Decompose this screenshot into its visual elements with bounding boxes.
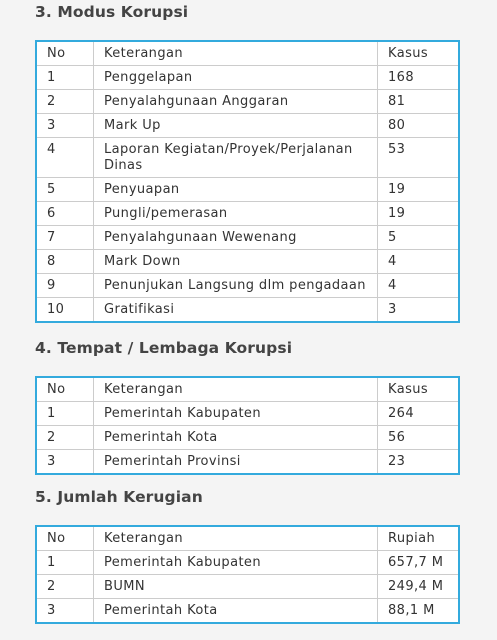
table-row bbox=[37, 426, 458, 450]
cell-kasus: 23 bbox=[378, 450, 459, 474]
cell-keterangan: Pungli/pemerasan bbox=[94, 202, 378, 226]
cell-keterangan: Mark Up bbox=[94, 114, 378, 138]
cell-no: 4 bbox=[37, 138, 94, 178]
cell-kasus: 81 bbox=[378, 90, 459, 114]
header-cell-keterangan: Keterangan bbox=[94, 527, 378, 551]
header-cell-keterangan: Keterangan bbox=[94, 378, 378, 402]
table-row bbox=[37, 250, 458, 274]
cell-keterangan: Penggelapan bbox=[94, 66, 378, 90]
table-header-row bbox=[37, 42, 458, 66]
header-cell-kasus: Kasus bbox=[378, 42, 459, 66]
table-row bbox=[37, 178, 458, 202]
cell-kasus: 168 bbox=[378, 66, 459, 90]
table-row bbox=[37, 90, 458, 114]
cell-keterangan: Penyuapan bbox=[94, 178, 378, 202]
cell-keterangan: Penyalahgunaan Anggaran bbox=[94, 90, 378, 114]
cell-rupiah: 657,7 M bbox=[378, 551, 459, 575]
cell-keterangan: Penunjukan Langsung dlm pengadaan bbox=[94, 274, 378, 298]
table-jumlah-kerugian bbox=[35, 525, 460, 624]
cell-kasus: 19 bbox=[378, 202, 459, 226]
header-cell-no: No bbox=[37, 378, 94, 402]
cell-kasus: 264 bbox=[378, 402, 459, 426]
cell-keterangan: Mark Down bbox=[94, 250, 378, 274]
cell-kasus: 4 bbox=[378, 250, 459, 274]
cell-rupiah: 249,4 M bbox=[378, 575, 459, 599]
table-row bbox=[37, 114, 458, 138]
cell-kasus: 56 bbox=[378, 426, 459, 450]
cell-kasus: 3 bbox=[378, 298, 459, 322]
cell-no: 6 bbox=[37, 202, 94, 226]
table-row bbox=[37, 551, 458, 575]
cell-no: 3 bbox=[37, 114, 94, 138]
cell-no: 3 bbox=[37, 450, 94, 474]
table-row bbox=[37, 402, 458, 426]
cell-kasus: 5 bbox=[378, 226, 459, 250]
cell-keterangan: Pemerintah Provinsi bbox=[94, 450, 378, 474]
cell-no: 1 bbox=[37, 551, 94, 575]
header-cell-no: No bbox=[37, 42, 94, 66]
section-title-tempat-lembaga: 4. Tempat / Lembaga Korupsi bbox=[35, 339, 293, 357]
table-row bbox=[37, 450, 458, 474]
header-cell-kasus: Kasus bbox=[378, 378, 459, 402]
section-title-jumlah-kerugian: 5. Jumlah Kerugian bbox=[35, 488, 203, 506]
table-tempat-lembaga bbox=[35, 376, 460, 475]
header-cell-keterangan: Keterangan bbox=[94, 42, 378, 66]
cell-no: 10 bbox=[37, 298, 94, 322]
cell-no: 2 bbox=[37, 575, 94, 599]
cell-no: 1 bbox=[37, 66, 94, 90]
table-header-row bbox=[37, 378, 458, 402]
table-row bbox=[37, 66, 458, 90]
table-header-row bbox=[37, 527, 458, 551]
cell-keterangan: BUMN bbox=[94, 575, 378, 599]
table-row bbox=[37, 226, 458, 250]
table-modus-korupsi bbox=[35, 40, 460, 323]
cell-keterangan: Pemerintah Kabupaten bbox=[94, 402, 378, 426]
table-row bbox=[37, 575, 458, 599]
cell-no: 2 bbox=[37, 90, 94, 114]
cell-no: 1 bbox=[37, 402, 94, 426]
cell-keterangan: Gratifikasi bbox=[94, 298, 378, 322]
cell-keterangan: Pemerintah Kota bbox=[94, 426, 378, 450]
cell-kasus: 19 bbox=[378, 178, 459, 202]
table-row bbox=[37, 599, 458, 623]
cell-no: 2 bbox=[37, 426, 94, 450]
table-row bbox=[37, 274, 458, 298]
cell-keterangan: Pemerintah Kota bbox=[94, 599, 378, 623]
table-row bbox=[37, 202, 458, 226]
cell-no: 8 bbox=[37, 250, 94, 274]
cell-no: 5 bbox=[37, 178, 94, 202]
section-title-modus-korupsi: 3. Modus Korupsi bbox=[35, 3, 189, 21]
cell-no: 3 bbox=[37, 599, 94, 623]
cell-no: 9 bbox=[37, 274, 94, 298]
header-cell-no: No bbox=[37, 527, 94, 551]
cell-keterangan: Laporan Kegiatan/Proyek/Perjalanan Dinas bbox=[94, 138, 378, 178]
cell-keterangan: Penyalahgunaan Wewenang bbox=[94, 226, 378, 250]
cell-rupiah: 88,1 M bbox=[378, 599, 459, 623]
cell-keterangan: Pemerintah Kabupaten bbox=[94, 551, 378, 575]
table-row bbox=[37, 298, 458, 322]
cell-kasus: 53 bbox=[378, 138, 459, 178]
table-row bbox=[37, 138, 458, 178]
header-cell-rupiah: Rupiah bbox=[378, 527, 459, 551]
cell-kasus: 4 bbox=[378, 274, 459, 298]
cell-kasus: 80 bbox=[378, 114, 459, 138]
cell-no: 7 bbox=[37, 226, 94, 250]
